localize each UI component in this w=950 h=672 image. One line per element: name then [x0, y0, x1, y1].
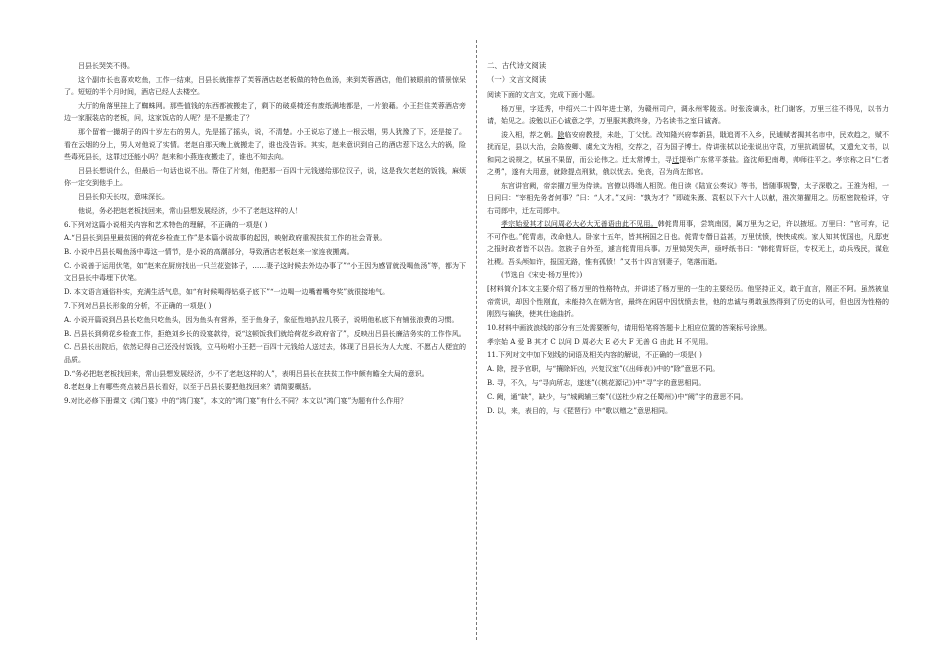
question-9: 9.对比必修下册课文《鸿门宴》中的“鸿门宴”，本文的“鸿门宴”有什么不同？本文以“鸿门宴”为题有什么作用？	[64, 397, 408, 406]
question-7-option-d: D.“务必把赵老板找回来，常山县想发展经济，少不了老赵这样的人”，表明吕县长在扶贫工作中颇有瞻全大局的意识。	[64, 369, 429, 378]
section-heading: 二、古代诗文阅读	[487, 61, 547, 70]
story-paragraph: 这个副市长也喜欢吃鱼，工作一结束，吕县长就推荐了芙蓉酒店赵老板做的特色鱼汤，来到芙蓉酒店，他们被眼前的情景惊呆了。短短的半个月时间，酒店已经人去楼空。	[64, 75, 466, 97]
question-7-option-c: C. 吕县长出院后，依然记得自己还没付饭钱，立马吩咐小王把一百四十元钱给人送过去，体现了吕县长为人大度、不愿占人便宜的品质。	[64, 343, 466, 364]
classical-text-paragraph: 杨万里，字廷秀，中绍兴二十四年进士第，为赣州司户，调永州零陵丞。时张浚谪永，杜门谢客，万里三往不得见，以书力请，始见之。浚勉以正心诚意之学，万里服其教终身，乃名读书之室曰诚斋。	[487, 104, 889, 126]
question-10: 10.材料中画波浪线的部分有三处需要断句，请用铅笔将答题卡上相应位置的答案标号涂黑。	[487, 323, 772, 332]
right-column	[487, 60, 889, 418]
underlined-word-chu: 除	[557, 130, 565, 139]
column-divider	[476, 40, 477, 640]
classical-text-paragraph	[487, 129, 889, 179]
question-6: 6.下列对这篇小说相关内容和艺术特色的理解，不正确的一项是( )	[64, 220, 268, 229]
question-6-option-d: D. 本文语言通俗朴实，充满生活气息，如“有时候喝得钻桌子底下”“一边喝一边嘴着嘴夸奖”就很接地气。	[64, 288, 390, 297]
question-11: 11.下列对文中加下划线的词语及相关内容的解说，不正确的一项是( )	[487, 351, 702, 360]
story-paragraph: 吕县长哭笑不得。	[78, 62, 134, 70]
left-column	[64, 60, 466, 409]
classical-text-paragraph: 东宫讲官阙，帝亲擢万里为侍读。宫僚以得端人相贺。他日读《陆宣公奏议》等书，皆随事规警，太子深敬之。王淮为相，一日问曰：“宰相先务者何事？”曰：“人才。”又问：“孰为才？”即疏朱熹、袁枢以下六十人以献，淮次第擢用之。历枢密院检详，守右司郎中，迁左司郎中。	[487, 181, 889, 215]
story-paragraph: 他说，务必把赵老板找回来，常山县想发展经济，少不了老赵这样的人！	[78, 206, 302, 215]
underlined-word-xun: 迁	[671, 155, 680, 164]
reading-instruction: 阅读下面的文言文，完成下面小题。	[487, 90, 599, 99]
question-6-option-b: B. 小说中吕县长喝鱼汤中毒这一情节，是小说的高潮部分，导致酒店老板赵来一家连夜搬离。	[64, 248, 354, 257]
question-8: 8.老赵身上有哪些亮点被吕县长看好，以至于吕县长要把他找回来？请简要概括。	[64, 383, 316, 392]
source-note: (节选自《宋史·杨万里传》)	[501, 271, 583, 280]
question-7-option-b: B. 吕县长到荷花乡检查工作，拒绝刘乡长的设宴款待，说“这顿饭我们就给荷花乡政府省了”，反映出吕县长廉洁务实的工作作风。	[64, 329, 466, 338]
subsection-heading: （一）文言文阅读	[487, 75, 547, 85]
story-paragraph: 那个留着一撮胡子的四十岁左右的男人，先是摇了摇头，说，不清楚。小王说忘了递上一根云烟，男人犹豫了下，还是接了。看在云烟的分上，男人对他说了实情。老赵自那天晚上就搬走了，谁也没告诉。其实，赵来意识到自己的酒店惹下这么大的祸，险些毒死县长，这罪过还能小吗？赵来和小燕连夜搬走了，谁也不知去向。	[64, 128, 466, 162]
question-6-option-c: C. 小说善于运用伏笔，如“赵来在厨房找出一只兰花瓷钵子，……妻子这时候去外边办事了”“小王因为感冒就没喝鱼汤”等，都为下文吕县长中毒埋下伏笔。	[64, 262, 466, 283]
story-paragraph: 吕县长想说什么，但最后一句话也说不出。帮住了片刻，他把那一百四十元钱递给那位汉子，说，这是我欠老赵的饭钱，麻烦你一定交到他手上。	[64, 166, 466, 188]
classical-text-paragraph	[487, 218, 889, 268]
question-11-option-a: A. 除，授予官职，与“攘除奸凶，兴复汉室”(《出师表》)中的“除”意思不同。	[487, 365, 720, 374]
question-7: 7.下列对吕县长形象的分析，不正确的一项是( )	[64, 302, 212, 310]
question-11-option-d: D. 以，来，表目的，与《琵琶行》中“歌以赠之”意思相同。	[487, 406, 672, 415]
story-paragraph: 大厅的角落里挂上了蜘蛛网。那些值钱的东西都被搬走了，剩下的破桌椅还有废纸满地都是，一片狼藉。小王拦住芙蓉酒店旁边一家服装店的老板，问，这家饭店的人呢？是不是搬走了？	[64, 102, 466, 123]
question-11-option-b: B. 寻，不久，与“寻向所志，遂迷”(《桃花源记》)中“寻”字的意思相同。	[487, 379, 706, 388]
text-segment: 韩侂胄用事，尝筑南园，属万里为之记，许以掖垣。万里曰：“官可弃，记不可作也。”侂胄恚，改命他人。卧家十五年，皆其柄国之日也。侂胄专僭日益甚，万里忧愤，怏怏成疾。家人知其忧国也，凡邸吏之报时政者皆不以告。忽族子自外至，遽言侂胄用兵事。万里恸哭失声，亟呼纸书曰：“韩侂胄奸臣，专权无上，动兵残民，谋危社稷。吾头颅如许，报国无路，惟有孤愤！”又书十四言别妻子，笔落而逝。	[487, 220, 890, 266]
text-segment: 临安府教授，未赴，丁父忧。改知隆兴府奉新县，戢追胥不入乡，民逋赋者揭其名市中，民欢趋之，赋不扰而足，县以大治，会陈俊卿、虞允文为相，交荐之，召为国子博士。侍讲张栻以论张说出守袁，万里抗疏留栻，又遗允文书，以和同之说规之，栻虽不果留，而公论伟之。迁太常博士，寻	[487, 130, 890, 164]
question-11-option-c: C. 阙，通“缺”，缺少，与“城阙辅三秦”(《送杜少府之任蜀州》)中“阙”字的意思不同。	[487, 392, 748, 401]
question-10-options: 孝宗始 A 爱 B 其才 C 以问 D 周必大 E 必大 F 无善 G 由此 H 不见用。	[487, 337, 713, 346]
question-7-option-a: A. 小说开篇说到吕县长吃鱼只吃鱼头，因为鱼头有营养，至于鱼身子，象征性地扒拉几筷子，说明他私底下有铺张浪费的习惯。	[64, 315, 459, 324]
story-paragraph: 吕县长仰天长叹，意味深长。	[78, 193, 169, 202]
question-6-option-a: A.“吕县长到县里最贫困的荷花乡检查工作”是本篇小说故事的起因，映射政府重视扶贫工作的社会背景。	[64, 234, 387, 243]
material-summary: [材料简介]本文主要介绍了杨万里的性格特点，并讲述了杨万里的一生的主要经历。他坚持正义，敢于直言，刚正不阿。虽然被皇帝赏识，却因个性刚直，未能持久在朝为官，最终在闲居中因忧愤去世，他的忠诚与勇敢虽然得到了历史的认可，但也因为性格的刚烈与褊狭，使其仕途曲折。	[487, 285, 889, 319]
text-segment: 提举广东常平茶盐。盗沈师犯南粤，帅师往平之。孝宗称之曰“仁者之勇”，遂有大用意，就除提点刑狱，俄以忧去。免丧，召为尚左郎官。	[487, 155, 890, 177]
text-segment: 浚入相，荐之朝。	[501, 130, 558, 139]
wavy-underlined-sentence: 孝宗始爱其才以问周必大必大无善语由此不见用。	[501, 220, 658, 229]
